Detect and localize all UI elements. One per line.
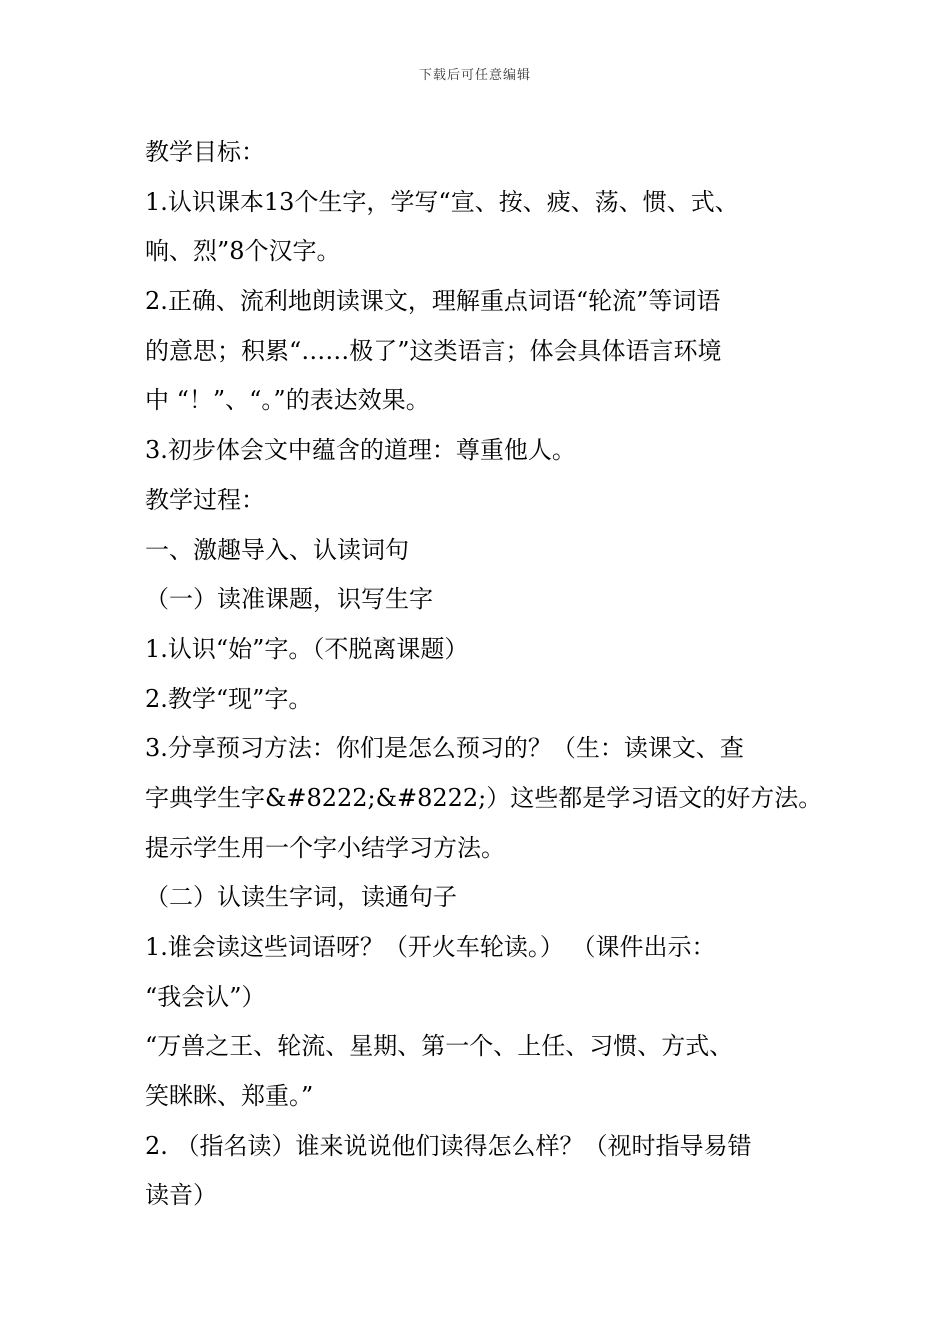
- section-1-heading: 一、激趣导入、认读词句: [145, 535, 409, 564]
- sub2-step-1-line-2: “我会认”）: [145, 982, 266, 1011]
- step-3-line-3: 提示学生用一个字小结学习方法。: [145, 833, 505, 862]
- page-header: 下载后可任意编辑: [418, 68, 531, 83]
- word-list-line-1: “万兽之王、轮流、星期、第一个、上任、习惯、方式、: [145, 1032, 734, 1061]
- heading-teaching-process: 教学过程：: [145, 485, 265, 514]
- subsection-1-heading: （一）读准课题，识写生字: [145, 585, 433, 614]
- goal-3: 3.初步体会文中蕴含的道理：尊重他人。: [145, 436, 576, 465]
- goal-2-line-1: 2.正确、流利地朗读课文，理解重点词语“轮流”等词语: [145, 287, 721, 316]
- step-1: 1.认识“始”字。（不脱离课题）: [145, 634, 469, 663]
- word-list-line-2: 笑眯眯、郑重。”: [145, 1082, 314, 1111]
- step-2: 2.教学“现”字。: [145, 684, 313, 713]
- goal-2-line-3: 中 “！”、“。”的表达效果。: [145, 386, 430, 415]
- step-3-line-2: 字典学生字&#8222;&#8222;）这些都是学习语文的好方法。: [145, 783, 823, 812]
- goal-1-line-1: 1.认识课本13个生字，学写“宣、按、疲、荡、惯、式、: [145, 187, 739, 216]
- step-3-line-1: 3.分享预习方法：你们是怎么预习的？（生：读课文、查: [145, 734, 744, 763]
- goal-1-line-2: 响、烈”8个汉字。: [145, 237, 341, 266]
- goal-2-line-2: 的意思；积累“……极了”这类语言；体会具体语言环境: [145, 336, 722, 365]
- heading-teaching-goals: 教学目标：: [145, 138, 265, 166]
- sub2-step-2-line-1: 2. （指名读）谁来说说他们读得怎么样？（视时指导易错: [145, 1131, 752, 1160]
- sub2-step-1-line-1: 1.谁会读这些词语呀？（开火车轮读。） （课件出示：: [145, 933, 716, 961]
- sub2-step-2-line-2: 读音）: [145, 1181, 217, 1210]
- subsection-2-heading: （二）认读生字词，读通句子: [145, 883, 457, 912]
- document-body: [145, 128, 825, 1221]
